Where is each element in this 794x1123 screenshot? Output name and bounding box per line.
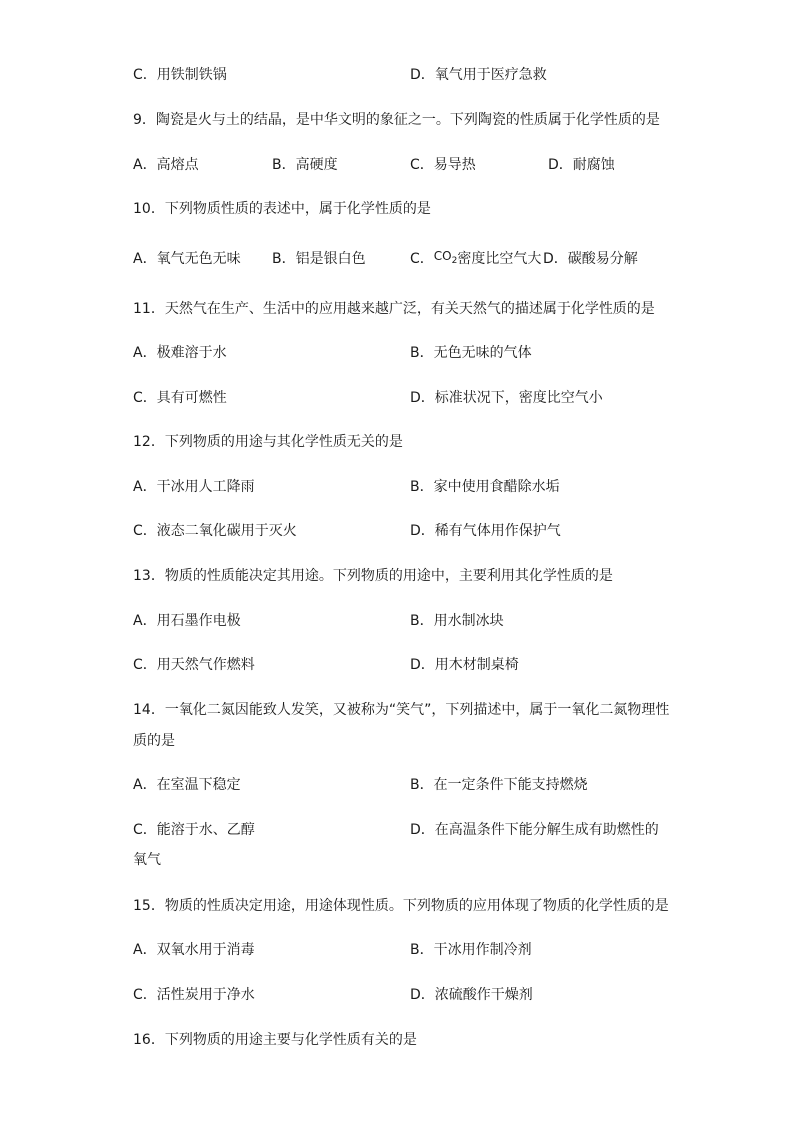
- option-d: D．在高温条件下能分解生成有助燃性的: [410, 822, 659, 838]
- option-c: [410, 249, 541, 274]
- option-c: C．易导热: [410, 157, 476, 173]
- option-b: B．无色无味的气体: [410, 345, 532, 361]
- option-b: B．在一定条件下能支持燃烧: [410, 777, 588, 793]
- question-10-text: 10．下列物质性质的表述中，属于化学性质的是: [133, 201, 431, 217]
- option-c: C．用天然气作燃料: [133, 657, 255, 673]
- option-a: A．双氧水用于消毒: [133, 942, 255, 958]
- question-12-text: 12．下列物质的用途与其化学性质无关的是: [133, 434, 403, 450]
- option-c: C．具有可燃性: [133, 390, 227, 406]
- option-a: A．用石墨作电极: [133, 613, 241, 629]
- option-d: D．氧气用于医疗急救: [410, 67, 547, 83]
- option-a: A．干冰用人工降雨: [133, 479, 255, 495]
- option-d: D．耐腐蚀: [548, 157, 615, 173]
- option-d: D．用木材制桌椅: [410, 657, 519, 673]
- option-d: D．浓硫酸作干燥剂: [410, 987, 533, 1003]
- option-d: D．碳酸易分解: [543, 251, 638, 267]
- question-14-text-cont: 质的是: [133, 733, 175, 749]
- co2-formula-text: CO: [433, 249, 452, 263]
- option-c: C．用铁制铁锅: [133, 67, 227, 83]
- option-a: A．氧气无色无味: [133, 251, 241, 267]
- option-d-cont: 氧气: [133, 852, 161, 868]
- option-d: D．稀有气体用作保护气: [410, 523, 561, 539]
- question-9-text: 9．陶瓷是火与土的结晶，是中华文明的象征之一。下列陶瓷的性质属于化学性质的是: [133, 112, 660, 128]
- option-c-rest: 密度比空气大: [457, 251, 542, 267]
- option-b: B．铝是银白色: [272, 251, 366, 267]
- question-16-text: 16．下列物质的用途主要与化学性质有关的是: [133, 1032, 417, 1048]
- option-c: C．液态二氧化碳用于灭火: [133, 523, 297, 539]
- question-11-text: 11．天然气在生产、生活中的应用越来越广泛，有关天然气的描述属于化学性质的是: [133, 301, 655, 317]
- co2-subscript: 2: [451, 256, 458, 266]
- option-c-prefix: C．: [410, 251, 434, 267]
- option-a: A．高熔点: [133, 157, 199, 173]
- option-b: B．干冰用作制冷剂: [410, 942, 532, 958]
- option-a: A．在室温下稳定: [133, 777, 241, 793]
- question-14-text: 14．一氧化二氮因能致人发笑，又被称为“笑气”，下列描述中，属于一氧化二氮物理性: [133, 702, 670, 718]
- question-15-text: 15．物质的性质决定用途，用途体现性质。下列物质的应用体现了物质的化学性质的是: [133, 898, 669, 914]
- question-13-text: 13．物质的性质能决定其用途。下列物质的用途中，主要利用其化学性质的是: [133, 568, 613, 584]
- option-c: C．能溶于水、乙醇: [133, 822, 255, 838]
- option-b: B．家中使用食醋除水垢: [410, 479, 560, 495]
- option-b: B．高硬度: [272, 157, 338, 173]
- option-c: C．活性炭用于净水: [133, 987, 255, 1003]
- option-a: A．极难溶于水: [133, 345, 227, 361]
- option-d: D．标准状况下，密度比空气小: [410, 390, 603, 406]
- co2-formula: [433, 249, 458, 266]
- option-b: B．用水制冰块: [410, 613, 504, 629]
